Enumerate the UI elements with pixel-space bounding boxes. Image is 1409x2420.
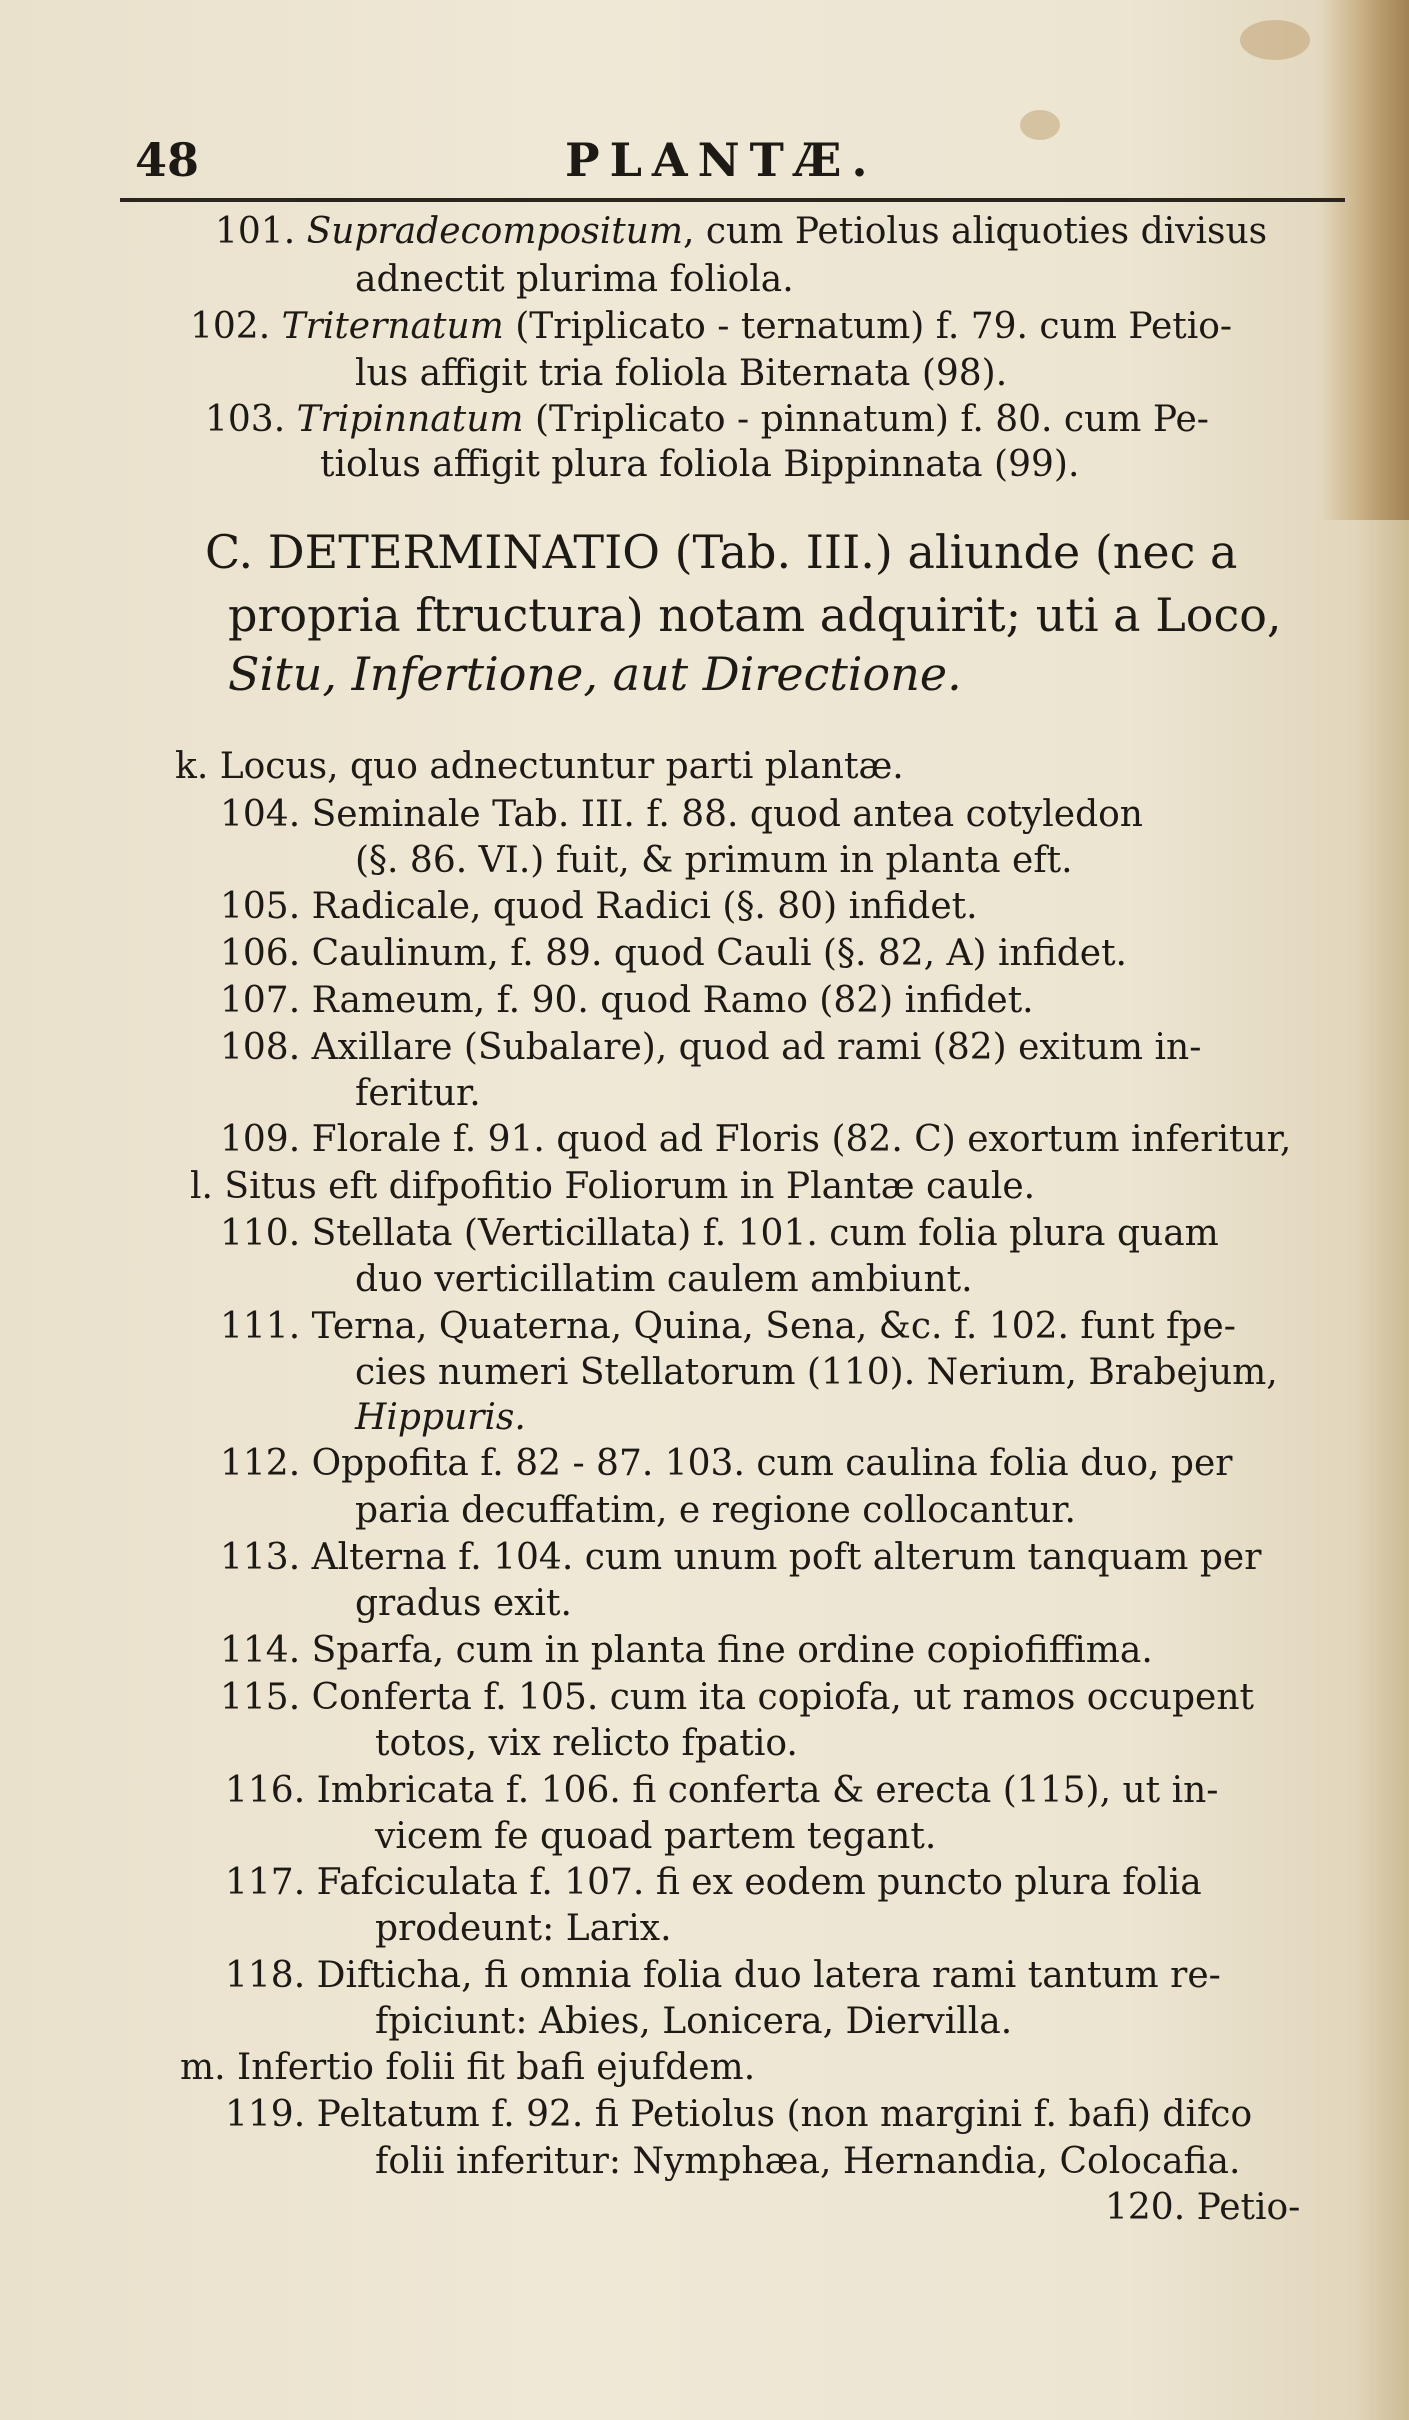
text-line: 110. Stellata (Verticillata) f. 101. cum folia plura quam xyxy=(220,1213,1219,1254)
text-line: 104. Seminale Tab. III. f. 88. quod antea cotyledon xyxy=(220,794,1143,835)
text-line: gradus exit. xyxy=(355,1583,572,1624)
text-line: 119. Peltatum f. 92. fi Petiolus (non margini f. bafi) difco xyxy=(225,2094,1253,2135)
text-line: totos, vix relicto fpatio. xyxy=(375,1723,798,1764)
text-line: l. Situs eft difpofitio Foliorum in Plantæ caule. xyxy=(190,1166,1036,1207)
page-spine-shadow xyxy=(1319,0,1409,520)
list-item-continuation: lus affigit tria foliola Biternata (98). xyxy=(355,353,1008,394)
text-line: 106. Caulinum, f. 89. quod Cauli (§. 82, A) infidet. xyxy=(220,933,1127,974)
text-line: k. Locus, quo adnectuntur parti plantæ. xyxy=(175,746,904,787)
section-heading: C. DETERMINATIO (Tab. III.) aliunde (nec a xyxy=(205,525,1238,579)
text-line: 108. Axillare (Subalare), quod ad rami (82) exitum in- xyxy=(220,1027,1202,1068)
list-item: 103. Tripinnatum (Triplicato - pinnatum) f. 80. cum Pe- xyxy=(205,399,1209,440)
text-line: (§. 86. VI.) fuit, & primum in planta eft. xyxy=(355,840,1073,881)
text-line: fpiciunt: Abies, Lonicera, Diervilla. xyxy=(375,2001,1013,2042)
header-rule xyxy=(120,198,1345,202)
running-title: PLANTÆ. xyxy=(565,133,878,187)
page-number: 48 xyxy=(135,133,200,187)
text-line: duo verticillatim caulem ambiunt. xyxy=(355,1259,973,1300)
section-text: propria ftructura) notam adquirit; uti a Loco, xyxy=(228,588,1282,642)
list-item: 101. Supradecompositum, cum Petiolus aliquoties divisus xyxy=(215,211,1268,252)
text-line: folii inferitur: Nymphæa, Hernandia, Colocafia. xyxy=(375,2141,1241,2182)
text-line: 113. Alterna f. 104. cum unum poft alterum tanquam per xyxy=(220,1537,1262,1578)
page-header xyxy=(0,115,1409,195)
text-line: cies numeri Stellatorum (110). Nerium, Brabejum, xyxy=(355,1352,1278,1393)
stain xyxy=(1240,20,1310,60)
text-line: 105. Radicale, quod Radici (§. 80) infidet. xyxy=(220,886,978,927)
list-item: 102. Triternatum (Triplicato - ternatum) f. 79. cum Petio- xyxy=(190,306,1233,347)
text-line: 115. Conferta f. 105. cum ita copiofa, ut ramos occupent xyxy=(220,1677,1254,1718)
text-line: 114. Sparfa, cum in planta fine ordine copiofiffima. xyxy=(220,1630,1153,1671)
list-item-continuation: tiolus affigit plura foliola Bippinnata (99). xyxy=(320,444,1080,485)
text-line: 112. Oppofita f. 82 - 87. 103. cum caulina folia duo, per xyxy=(220,1443,1233,1484)
text-line: prodeunt: Larix. xyxy=(375,1908,672,1949)
list-item-continuation: adnectit plurima foliola. xyxy=(355,259,794,300)
text-line: vicem fe quoad partem tegant. xyxy=(375,1816,937,1857)
text-line: Hippuris. xyxy=(355,1397,526,1438)
catchword: 120. Petio- xyxy=(1105,2187,1301,2228)
text-line: paria decuffatim, e regione collocantur. xyxy=(355,1490,1077,1531)
text-line: 117. Fafciculata f. 107. fi ex eodem puncto plura folia xyxy=(225,1862,1202,1903)
text-line: 111. Terna, Quaterna, Quina, Sena, &c. f. 102. funt fpe- xyxy=(220,1306,1236,1347)
text-line: 118. Difticha, fi omnia folia duo latera rami tantum re- xyxy=(225,1955,1221,1996)
section-text: Situ, Infertione, aut Directione. xyxy=(228,647,962,701)
text-line: m. Infertio folii fit bafi ejufdem. xyxy=(180,2047,756,2088)
text-line: feritur. xyxy=(355,1073,481,1114)
text-line: 116. Imbricata f. 106. fi conferta & erecta (115), ut in- xyxy=(225,1770,1219,1811)
text-line: 109. Florale f. 91. quod ad Floris (82. C) exortum inferitur, xyxy=(220,1119,1292,1160)
text-line: 107. Rameum, f. 90. quod Ramo (82) infidet. xyxy=(220,980,1034,1021)
